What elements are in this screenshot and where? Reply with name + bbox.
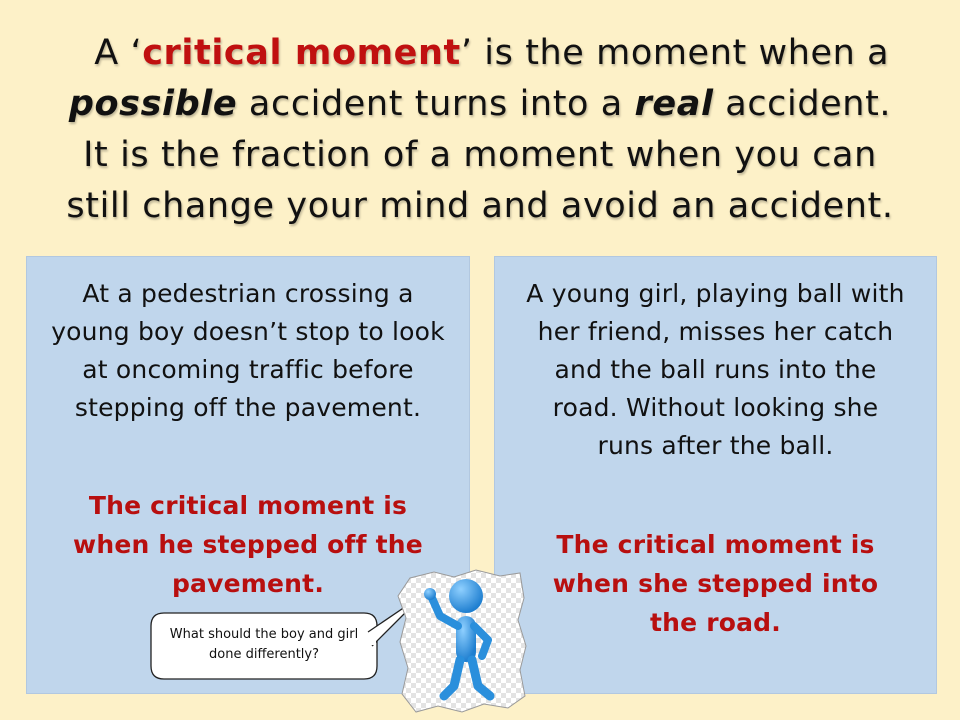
critical-moment-term: critical moment bbox=[142, 33, 461, 73]
intro-text bbox=[20, 28, 940, 232]
scenario-panel-girl bbox=[494, 256, 937, 694]
scenario-description: At a pedestrian crossing a young boy doesn’t stop to look at oncoming traffic before stepping off the pavement. bbox=[51, 279, 445, 422]
critical-moment-answer: The critical moment is when she stepped into the road. bbox=[552, 530, 879, 637]
possible-term: possible bbox=[68, 84, 238, 124]
speech-bubble bbox=[150, 612, 378, 680]
intro-line-1: A ‘critical moment’ is the moment when a bbox=[94, 33, 890, 73]
real-term: real bbox=[634, 84, 714, 124]
critical-moment-answer: The critical moment is when he stepped off the pavement. bbox=[73, 491, 423, 598]
intro-line-3: It is the fraction of a moment when you can bbox=[83, 135, 877, 175]
callout-question: What should the boy and girl done differently? bbox=[169, 627, 359, 662]
thinking-stick-figure-icon bbox=[396, 568, 528, 716]
thinking-figure bbox=[396, 568, 528, 716]
scenario-description: A young girl, playing ball with her friend, misses her catch and the ball runs into the road. Without looking she runs after the ball. bbox=[526, 279, 905, 460]
intro-line-4: still change your mind and avoid an accident. bbox=[66, 186, 894, 226]
intro-line-2: possible accident turns into a real accident. bbox=[68, 84, 892, 124]
